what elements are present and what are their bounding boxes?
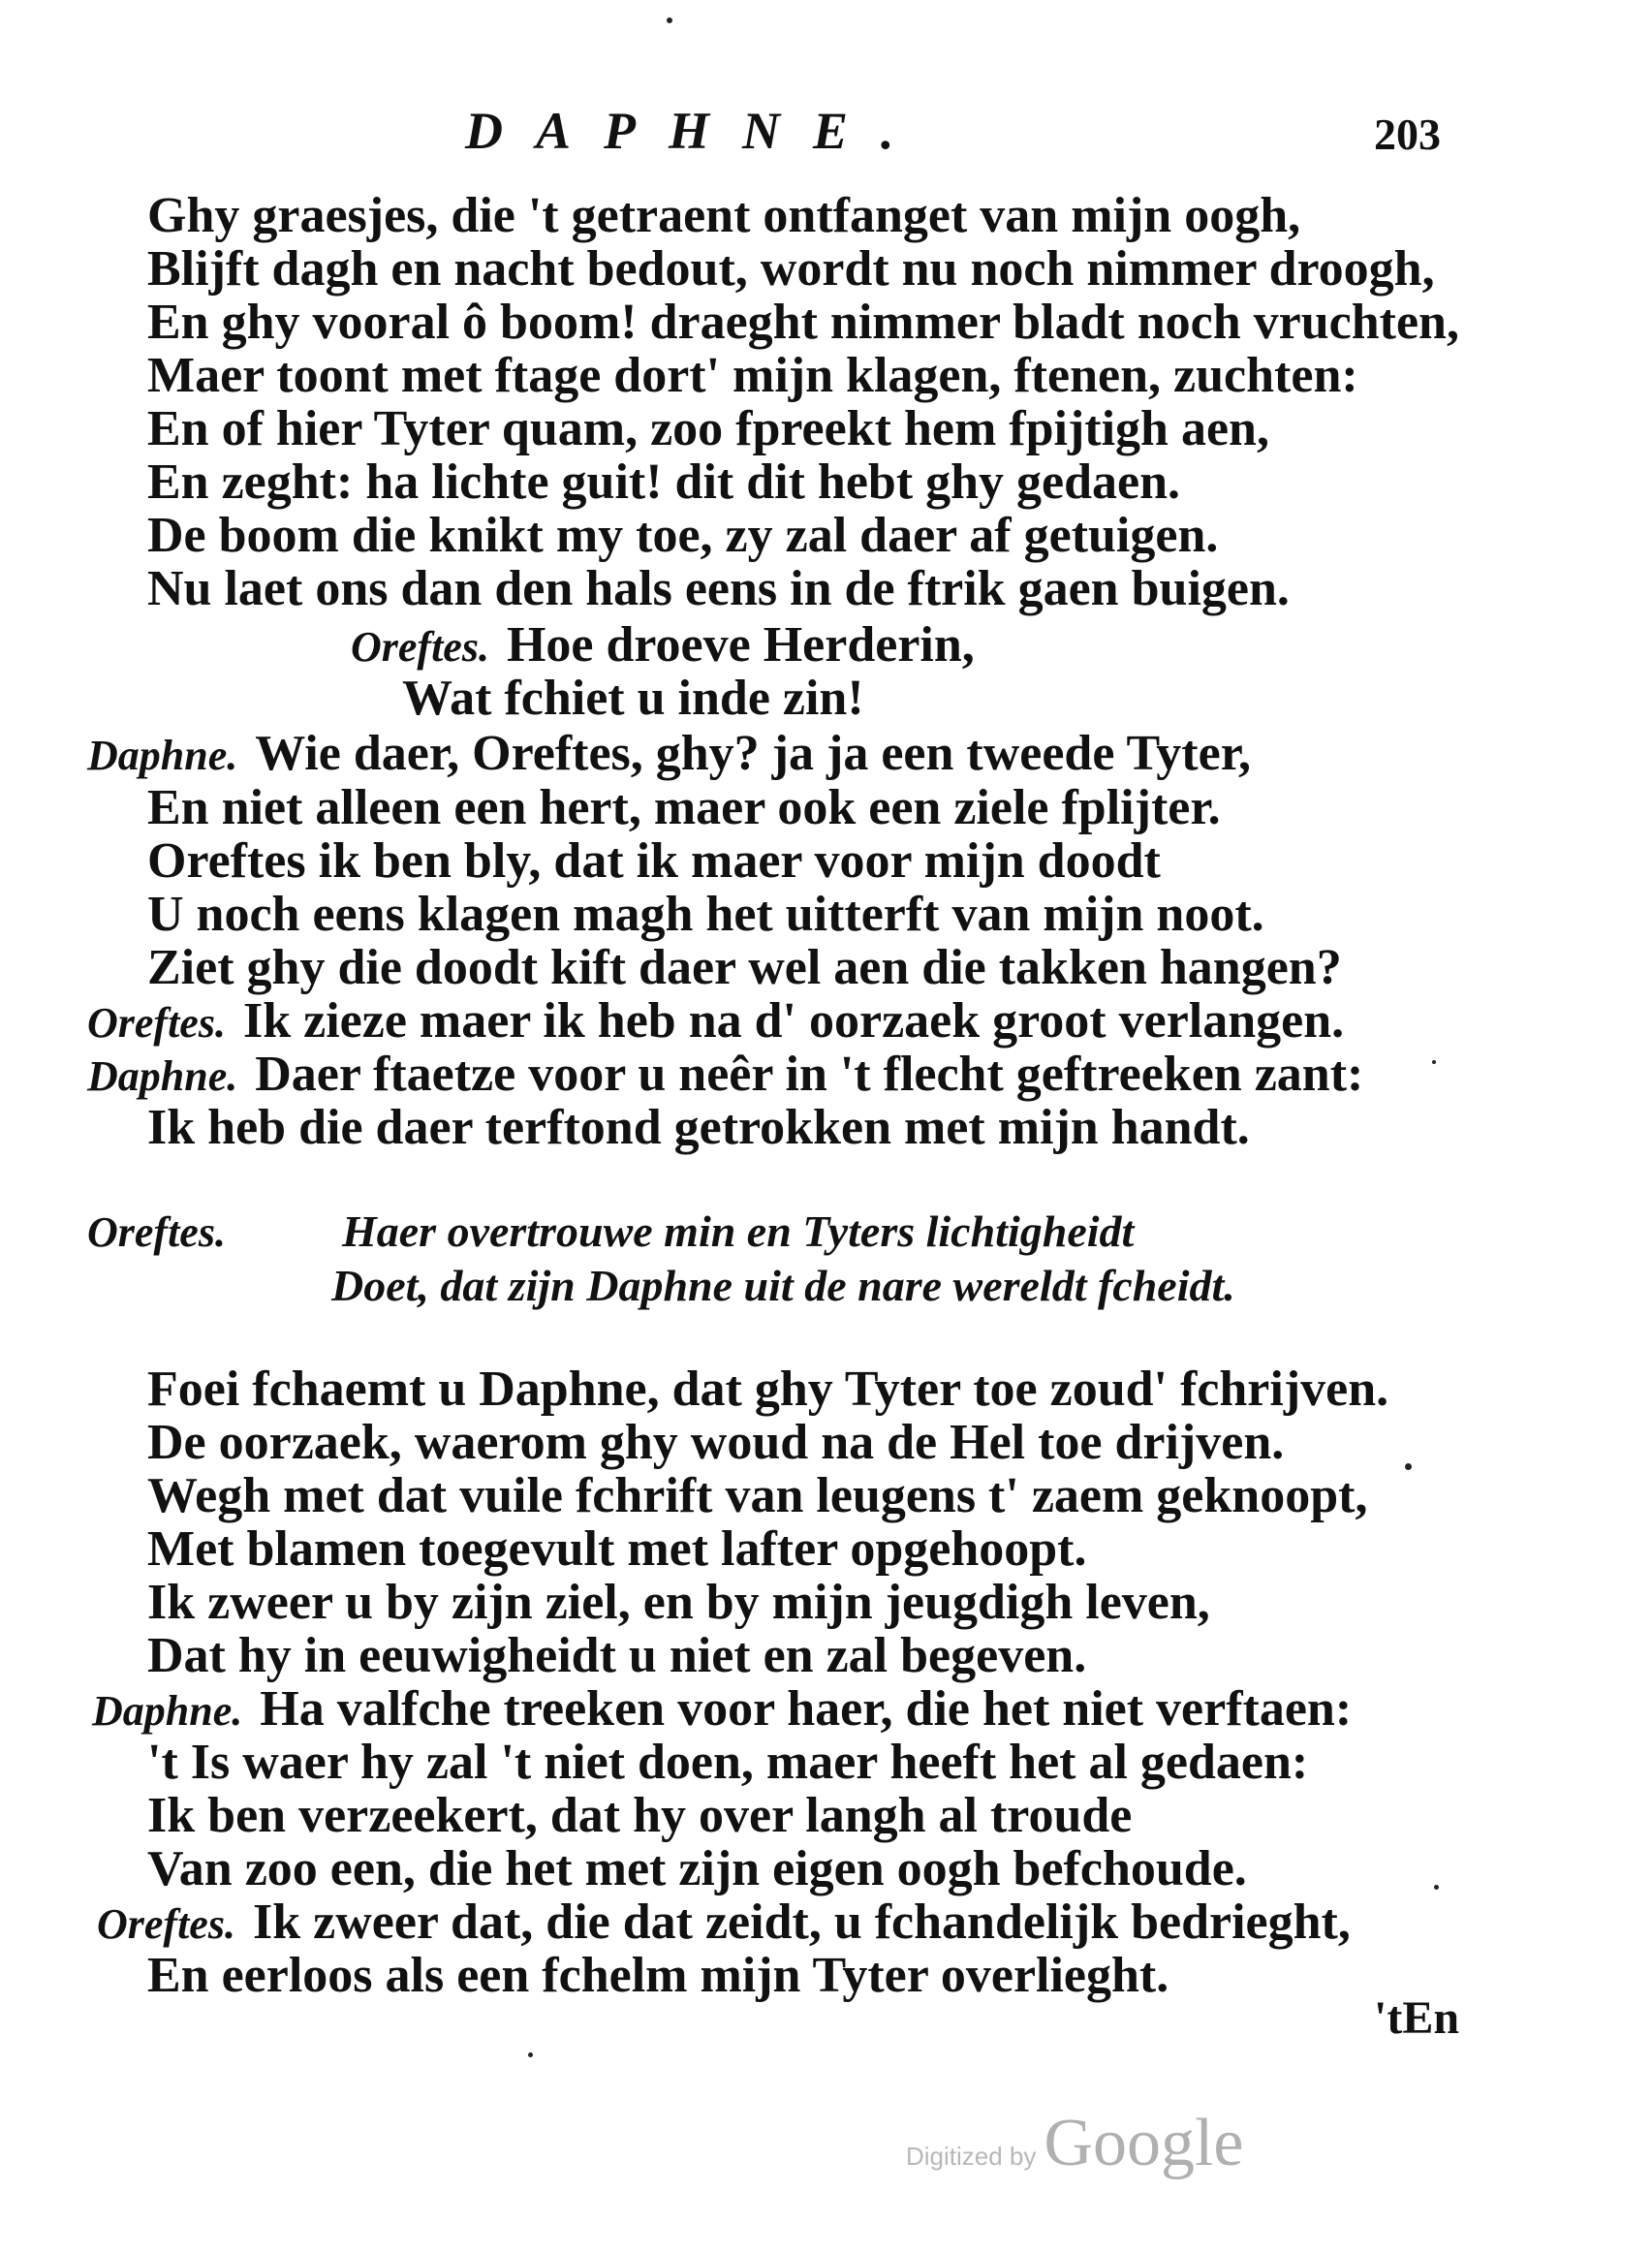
ink-speck [1432, 1060, 1436, 1064]
speaker-name: Oreftes. [97, 1900, 235, 1948]
verse-line: U noch eens klagen magh het uitterft van mijn noot. [147, 887, 1264, 942]
verse-line: Oreftes. Ik zweer dat, die dat zeidt, u fchandelijk bedrieght, [97, 1895, 1351, 1950]
watermark-small-text: Digitized by [906, 2142, 1037, 2171]
running-head: DAPHNE. [465, 102, 927, 160]
verse-line: Foei fchaemt u Daphne, dat ghy Tyter toe zoud' fchrijven. [147, 1362, 1389, 1417]
verse-line: Dat hy in eeuwigheidt u niet en zal begeven. [147, 1628, 1087, 1683]
speaker-name: Oreftes. [87, 999, 226, 1047]
speaker-name: Daphne. [92, 1687, 243, 1735]
ink-speck [1434, 1885, 1439, 1890]
verse-line: En of hier Tyter quam, zoo fpreekt hem fpijtigh aen, [147, 401, 1269, 456]
verse-line: En ghy vooral ô boom! draeght nimmer bladt noch vruchten, [147, 295, 1459, 350]
verse-line: Ik ben verzeekert, dat hy over langh al troude [147, 1788, 1133, 1843]
catchword: 'tEn [1374, 1992, 1460, 2044]
verse-line: Oreftes. Ik zieze maer ik heb na d' oorzaek groot verlangen. [87, 993, 1345, 1049]
ink-speck [667, 17, 672, 23]
verse-line: Van zoo een, die het met zijn eigen oogh befchoude. [147, 1841, 1247, 1896]
verse-line: Nu laet ons dan den hals eens in de ftrik gaen buigen. [147, 561, 1290, 616]
verse-line: Daphne. Daer ftaetze voor u neêr in 't flecht geftreeken zant: [87, 1047, 1364, 1102]
verse-line: Oreftes. Haer overtrouwe min en Tyters lichtigheidt [87, 1206, 1135, 1256]
verse-line: De boom die knikt my toe, zy zal daer af getuigen. [147, 508, 1219, 563]
verse-line: 't Is waer hy zal 't niet doen, maer heeft het al gedaen: [147, 1735, 1309, 1790]
verse-line: Ik heb die daer terftond getrokken met mijn handt. [147, 1100, 1250, 1155]
speaker-name: Daphne. [87, 732, 238, 779]
verse-line: Wegh met dat vuile fchrift van leugens t' zaem geknoopt, [147, 1468, 1368, 1523]
verse-line: Blijft dagh en nacht bedout, wordt nu noch nimmer droogh, [147, 241, 1435, 297]
verse-line: Doet, dat zijn Daphne uit de nare wereldt fcheidt. [331, 1261, 1235, 1310]
watermark-logo-text: Google [1044, 2106, 1244, 2180]
verse-line: Daphne. Ha valfche treeken voor haer, die het niet verftaen: [92, 1681, 1353, 1737]
verse-line: Daphne. Wie daer, Oreftes, ghy? ja ja een tweede Tyter, [87, 726, 1252, 781]
verse-line: Maer toont met ftage dort' mijn klagen, ftenen, zuchten: [147, 348, 1358, 403]
ink-speck [528, 2052, 533, 2057]
verse-line: Ik zweer u by zijn ziel, en by mijn jeugdigh leven, [147, 1575, 1210, 1630]
ink-speck [1405, 1463, 1412, 1470]
verse-line: En eerloos als een fchelm mijn Tyter overlieght. [147, 1948, 1169, 2003]
verse-line: Ziet ghy die doodt kift daer wel aen die takken hangen? [147, 940, 1342, 995]
verse-line: Ghy graesjes, die 't getraent ontfanget van mijn oogh, [147, 188, 1301, 243]
verse-line: De oorzaek, waerom ghy woud na de Hel toe drijven. [147, 1415, 1285, 1470]
digitization-watermark [906, 2105, 1243, 2182]
speaker-name: Oreftes. [87, 1208, 226, 1256]
verse-line: En niet alleen een hert, maer ook een ziele fplijter. [147, 780, 1221, 835]
verse-line: En zeght: ha lichte guit! dit dit hebt ghy gedaen. [147, 454, 1181, 510]
page-number: 203 [1374, 110, 1441, 159]
verse-line: Oreftes. Hoe droeve Herderin, [351, 617, 975, 673]
verse-line: Oreftes ik ben bly, dat ik maer voor mijn doodt [147, 833, 1161, 889]
speaker-name: Daphne. [87, 1052, 238, 1100]
speaker-name: Oreftes. [351, 623, 489, 671]
verse-line: Met blamen toegevult met lafter opgehoopt. [147, 1521, 1087, 1577]
verse-line: Wat fchiet u inde zin! [402, 671, 864, 726]
